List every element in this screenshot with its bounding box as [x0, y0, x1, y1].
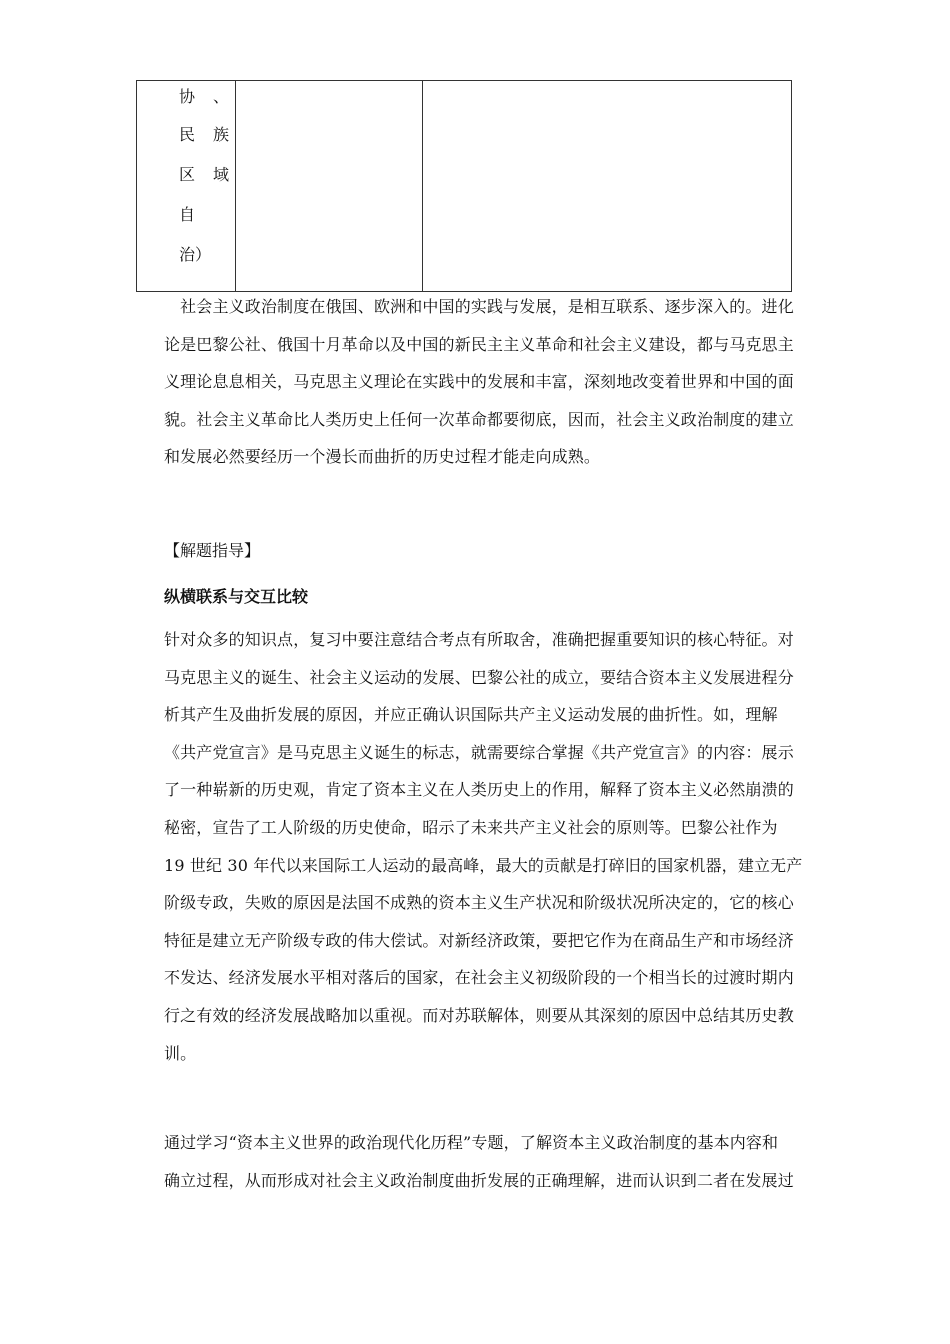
paragraph-line: 秘密，宣告了工人阶级的历史使命，昭示了未来共产主义社会的原则等。巴黎公社作为 — [164, 817, 778, 837]
subheading: 纵横联系与交互比较 — [164, 587, 309, 606]
paragraph-line: 析其产生及曲折发展的原因，并应正确认识国际共产主义运动发展的曲折性。如，理解 — [164, 705, 778, 725]
table-cell-char: 、 — [213, 87, 230, 106]
paragraph-line: 了一种崭新的历史观，肯定了资本主义在人类历史上的作用，解释了资本主义必然崩溃的 — [164, 780, 794, 800]
paragraph-line: 阶级专政，失败的原因是法国不成熟的资本主义生产状况和阶级状况所决定的，它的核心 — [164, 893, 794, 913]
paragraph-line: 行之有效的经济发展战略加以重视。而对苏联解体，则要从其深刻的原因中总结其历史教 — [164, 1005, 794, 1025]
paragraph-line: 社会主义政治制度在俄国、欧洲和中国的实践与发展，是相互联系、逐步深入的。进化 — [164, 297, 794, 316]
table-cell-char: 族 — [213, 125, 230, 144]
table-cell-char: 民 — [179, 125, 196, 144]
paragraph-line: 马克思主义的诞生、社会主义运动的发展、巴黎公社的成立，要结合资本主义发展进程分 — [164, 667, 794, 687]
paragraph-line: 确立过程，从而形成对社会主义政治制度曲折发展的正确理解，进而认识到二者在发展过 — [164, 1170, 794, 1190]
paragraph-line: 和发展必然要经历一个漫长而曲折的历史过程才能走向成熟。 — [164, 447, 601, 467]
table-cell-category — [137, 81, 236, 292]
table-cell-char: 区 — [179, 165, 196, 184]
table-cell-char: 自 — [179, 205, 196, 224]
paragraph-summary — [164, 288, 824, 476]
paragraph-line: 论是巴黎公社、俄国十月革命以及中国的新民主主义革命和社会主义建设，都与马克思主 — [164, 334, 794, 354]
section-label: 【解题指导】 — [164, 541, 261, 560]
table-cell-char: 域 — [213, 165, 230, 184]
table-cell-empty — [236, 81, 423, 292]
paragraph-topic-study — [164, 1124, 824, 1199]
paragraph-guidance — [164, 621, 824, 1072]
table-row — [137, 81, 792, 292]
paragraph-line: 貌。社会主义革命比人类历史上任何一次革命都要彻底，因而，社会主义政治制度的建立 — [164, 409, 794, 429]
paragraph-line: 《共产党宣言》是马克思主义诞生的标志，就需要综合掌握《共产党宣言》的内容：展示 — [164, 742, 794, 762]
paragraph-line: 特征是建立无产阶级专政的伟大偿试。对新经济政策，要把它作为在商品生产和市场经济 — [164, 930, 794, 950]
table-cell-empty — [423, 81, 792, 292]
paragraph-line: 不发达、经济发展水平相对落后的国家，在社会主义初级阶段的一个相当长的过渡时期内 — [164, 968, 794, 988]
paragraph-line: 义理论息息相关，马克思主义理论在实践中的发展和丰富，深刻地改变着世界和中国的面 — [164, 372, 794, 392]
paragraph-line: 19 世纪 30 年代以来国际工人运动的最高峰，最大的贡献是打碎旧的国家机器，建立无产 — [164, 855, 803, 875]
table-cell-char: 治） — [179, 245, 212, 264]
table-cell-char: 协 — [179, 87, 196, 106]
paragraph-line: 训。 — [164, 1043, 197, 1063]
paragraph-line: 针对众多的知识点，复习中要注意结合考点有所取舍，准确把握重要知识的核心特征。对 — [164, 630, 794, 649]
paragraph-line: 通过学习“资本主义世界的政治现代化历程”专题，了解资本主义政治制度的基本内容和 — [164, 1133, 779, 1152]
comparison-table-fragment — [136, 80, 792, 292]
